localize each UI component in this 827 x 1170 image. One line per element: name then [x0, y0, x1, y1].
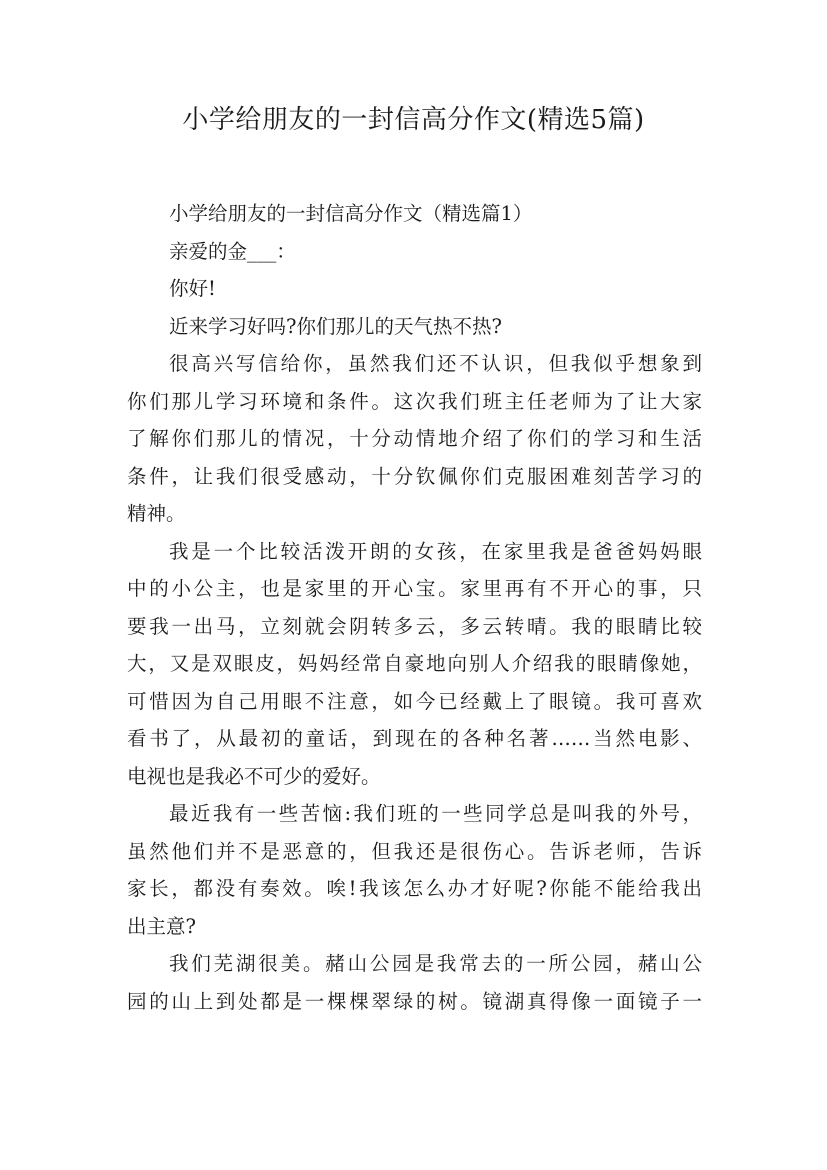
- text-line: 我们芜湖很美。赭山公园是我常去的一所公园，赭山公: [169, 952, 702, 975]
- text-line: 虽然他们并不是恶意的，但我还是很伤心。告诉老师，告诉: [127, 839, 702, 863]
- text-line: 可惜因为自己用眼不注意，如今已经戴上了眼镜。我可喜欢: [127, 689, 702, 713]
- text-line: 近来学习好吗?你们那儿的天气热不热?: [169, 314, 502, 338]
- text-line: 亲爱的金___：: [169, 239, 296, 263]
- text-line: 看书了，从最初的童话，到现在的各种名著……当然电影、: [127, 727, 702, 750]
- text-line: 最近我有一些苦恼:我们班的一些同学总是叫我的外号，: [169, 802, 702, 825]
- text-line: 精神。: [127, 502, 186, 525]
- text-line: 出主意?: [127, 914, 196, 938]
- text-line: 电视也是我必不可少的爱好。: [127, 764, 381, 788]
- text-line: 中的小公主，也是家里的开心宝。家里再有不开心的事，只: [127, 577, 702, 600]
- text-line: 园的山上到处都是一棵棵翠绿的树。镜湖真得像一面镜子一: [127, 989, 702, 1013]
- text-line: 小学给朋友的一封信高分作文（精选篇1）: [169, 202, 533, 225]
- text-line: 你好!: [169, 277, 216, 300]
- text-line: 家长，都没有奏效。唉!我该怎么办才好呢?你能不能给我出: [127, 877, 702, 900]
- document-title: 小学给朋友的一封信高分作文(精选5篇): [182, 105, 645, 135]
- document-body: [127, 195, 702, 1020]
- text-line: 很高兴写信给你，虽然我们还不认识，但我似乎想象到: [169, 352, 702, 375]
- text-line: 我是一个比较活泼开朗的女孩，在家里我是爸爸妈妈眼: [169, 539, 702, 563]
- text-line: 了解你们那儿的情况，十分动情地介绍了你们的学习和生活: [127, 427, 702, 450]
- text-line: 条件，让我们很受感动，十分钦佩你们克服困难刻苦学习的: [127, 464, 702, 488]
- text-line: 大，又是双眼皮，妈妈经常自豪地向别人介绍我的眼睛像她，: [127, 652, 702, 675]
- text-line: 你们那儿学习环境和条件。这次我们班主任老师为了让大家: [127, 389, 702, 413]
- text-line: 要我一出马，立刻就会阴转多云，多云转晴。我的眼睛比较: [127, 614, 702, 638]
